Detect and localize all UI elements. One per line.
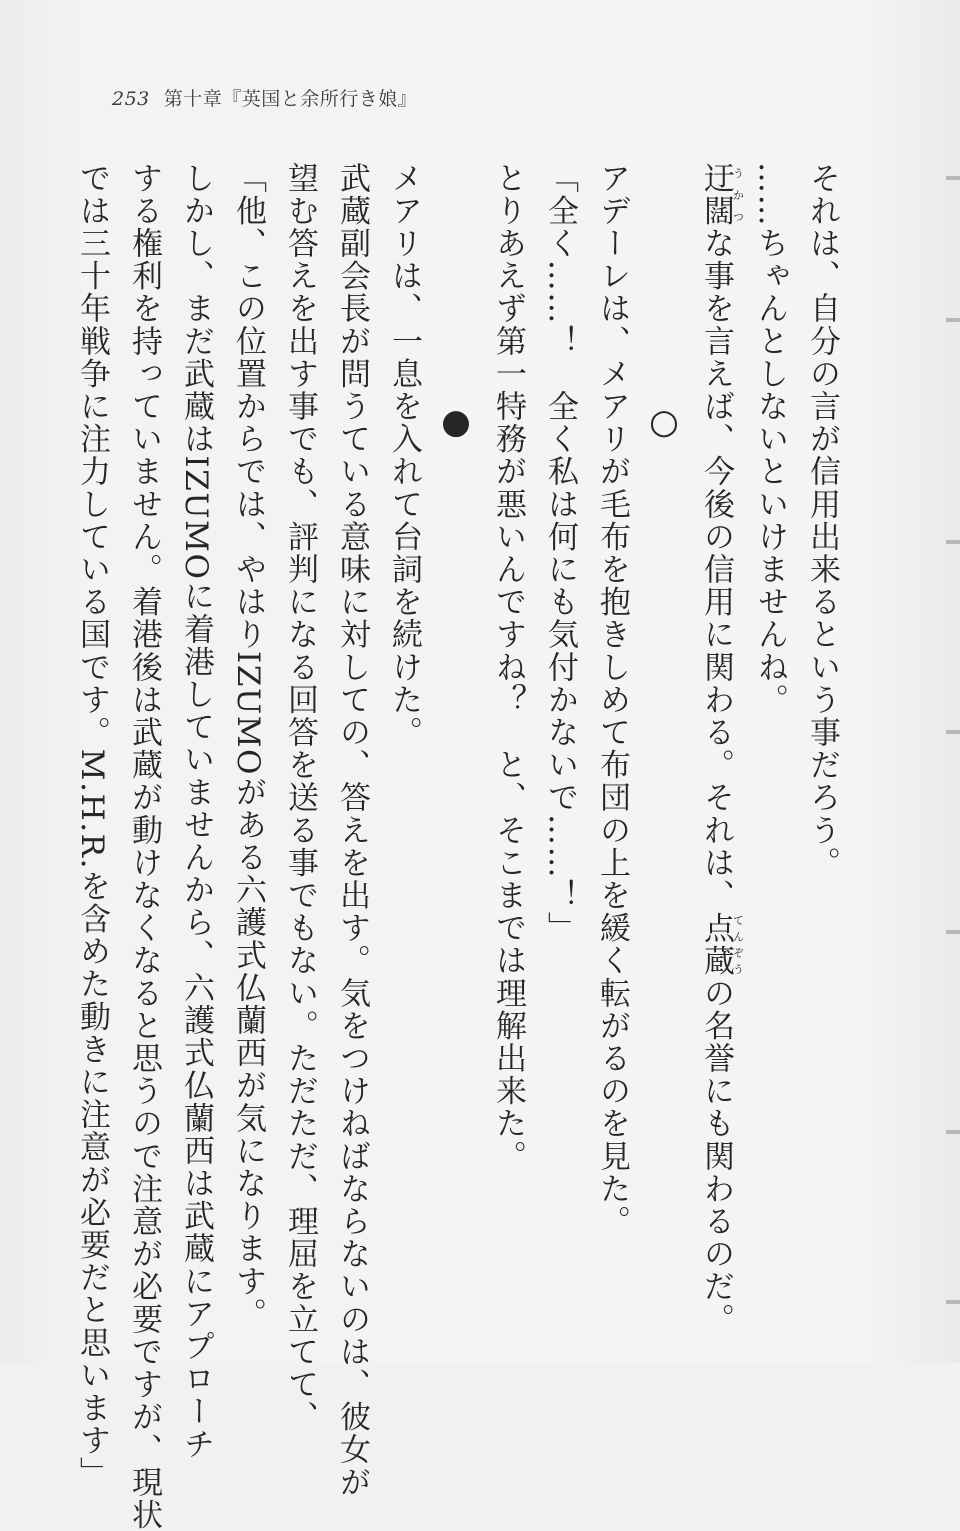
- text-line: 迂闊うかつな事を言えば、今後の信用に関わる。それは、点蔵てんぞうの名誉にも関わるのだ。: [698, 162, 745, 1336]
- section-break-open-circle: ○: [644, 402, 684, 444]
- text-line: しかし、まだ武蔵はIZUMOに着港していませんから、六護式仏蘭西は武蔵にアプローチ: [178, 162, 214, 1461]
- edge-mark: [946, 176, 960, 180]
- edge-mark: [946, 1130, 960, 1134]
- text-line: 武蔵副会長が問うている意味に対しての、答えを出す。気をつけねばならないのは、彼女が: [334, 162, 370, 1499]
- edge-mark: [946, 1300, 960, 1304]
- edge-mark: [946, 318, 960, 322]
- section-break-filled-circle: ●: [436, 402, 476, 444]
- chapter-title: 第十章『英国と余所行き娘』: [163, 88, 418, 110]
- text-line: メアリは、一息を入れて台詞を続けた。: [386, 162, 422, 749]
- ruby-ukatsu: 迂闊うかつ: [698, 162, 745, 228]
- text-line: 「全く……！ 全く私は何にも気付かないで……！」: [542, 162, 578, 945]
- text-line: それは、自分の言が信用出来るという事だろう。: [804, 162, 840, 880]
- text-line: とりあえず第一特務が悪いんですね？ と、そこまでは理解出来た。: [490, 162, 526, 1173]
- text-line: アデーレは、メアリが毛布を抱きしめて布団の上を緩く転がるのを見た。: [594, 162, 630, 1238]
- ruby-tenzou: 点蔵てんぞう: [698, 911, 745, 978]
- running-header: [112, 84, 417, 111]
- text-line: 望む答えを出す事でも、評判になる回答を送る事でもない。ただただ、理屈を立てて、: [282, 162, 318, 1434]
- text-line: ……ちゃんとしないといけませんね。: [752, 162, 788, 717]
- text-line: では三十年戦争に注力している国です。M.H.R.を含めた動きに注意が必要だと思います」: [74, 162, 110, 1490]
- edge-mark: [946, 930, 960, 934]
- page-number: 253: [112, 88, 150, 110]
- edge-mark: [946, 730, 960, 734]
- text-line: 「他、この位置からでは、やはりIZUMOがある六護式仏蘭西が気になります。: [230, 162, 266, 1331]
- text-line: する権利を持っていません。着港後は武蔵が動けなくなると思うので注意が必要ですが、現状: [126, 162, 162, 1531]
- vertical-body-text: [74, 162, 848, 1531]
- edge-mark: [946, 540, 960, 544]
